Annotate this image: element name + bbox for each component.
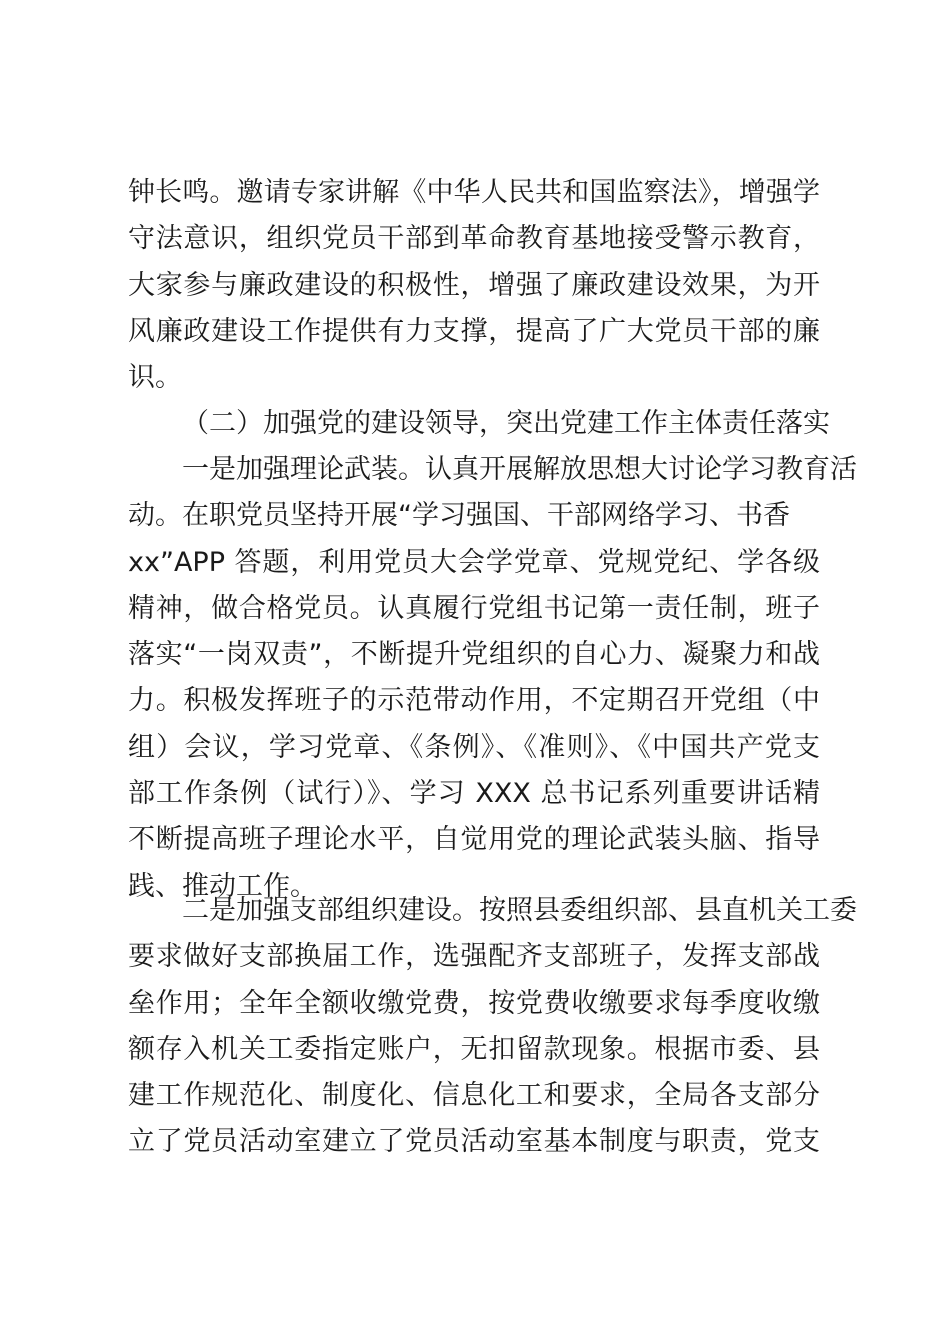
text-line: 识。 <box>128 362 182 394</box>
text-line: 不断提高班子理论水平，自觉用党的理论武装头脑、指导 <box>128 824 820 856</box>
text-line: xx”APP 答题，利用党员大会学党章、党规党纪、学各级 <box>128 546 820 578</box>
section-heading-text: （二）加强党的建设领导，突出党建工作主体责任落实 <box>182 408 830 439</box>
text-line: 动。在职党员坚持开展“学习强国、干部网络学习、书香 <box>128 500 790 532</box>
text-line: 要求做好支部换届工作，选强配齐支部班子，发挥支部战 <box>128 941 820 973</box>
text-line: 一是加强理论武装。认真开展解放思想大讨论学习教育活 <box>182 454 857 485</box>
text-line: 精神，做合格党员。认真履行党组书记第一责任制，班子 <box>128 592 820 624</box>
text-line: 践、推动工作。 <box>128 870 317 902</box>
paragraph-1 <box>128 170 820 401</box>
text-line: 落实“一岗双责”，不断提升党组织的自心力、凝聚力和战 <box>128 639 820 671</box>
text-line: 风廉政建设工作提供有力支撑，提高了广大党员干部的廉 <box>128 315 820 347</box>
text-line: 大家参与廉政建设的积极性，增强了廉政建设效果，为开 <box>128 269 820 301</box>
text-line: 部工作条例（试行）》、学习 XXX 总书记系列重要讲话精 <box>128 778 820 810</box>
text-line: 额存入机关工委指定账户，无扣留款现象。根据市委、县 <box>128 1033 820 1065</box>
paragraph-3 <box>128 447 857 910</box>
text-line: 垒作用；全年全额收缴党费，按党费收缴要求每季度收缴 <box>128 987 820 1019</box>
text-line: 守法意识，组织党员干部到革命教育基地接受警示教育， <box>128 223 820 255</box>
section-heading <box>128 401 830 447</box>
paragraph-4 <box>128 888 857 1166</box>
text-line: 立了党员活动室建立了党员活动室基本制度与职责，党支 <box>128 1126 820 1158</box>
text-line: 钟长鸣。邀请专家讲解《中华人民共和国监察法》，增强学 <box>128 177 820 208</box>
text-line: 组）会议，学习党章、《条例》、《准则》、《中国共产党支 <box>128 731 820 763</box>
text-line: 力。积极发挥班子的示范带动作用，不定期召开党组（中 <box>128 685 820 717</box>
text-line: 二是加强支部组织建设。按照县委组织部、县直机关工委 <box>182 895 857 926</box>
text-line: 建工作规范化、制度化、信息化工和要求，全局各支部分 <box>128 1080 820 1112</box>
